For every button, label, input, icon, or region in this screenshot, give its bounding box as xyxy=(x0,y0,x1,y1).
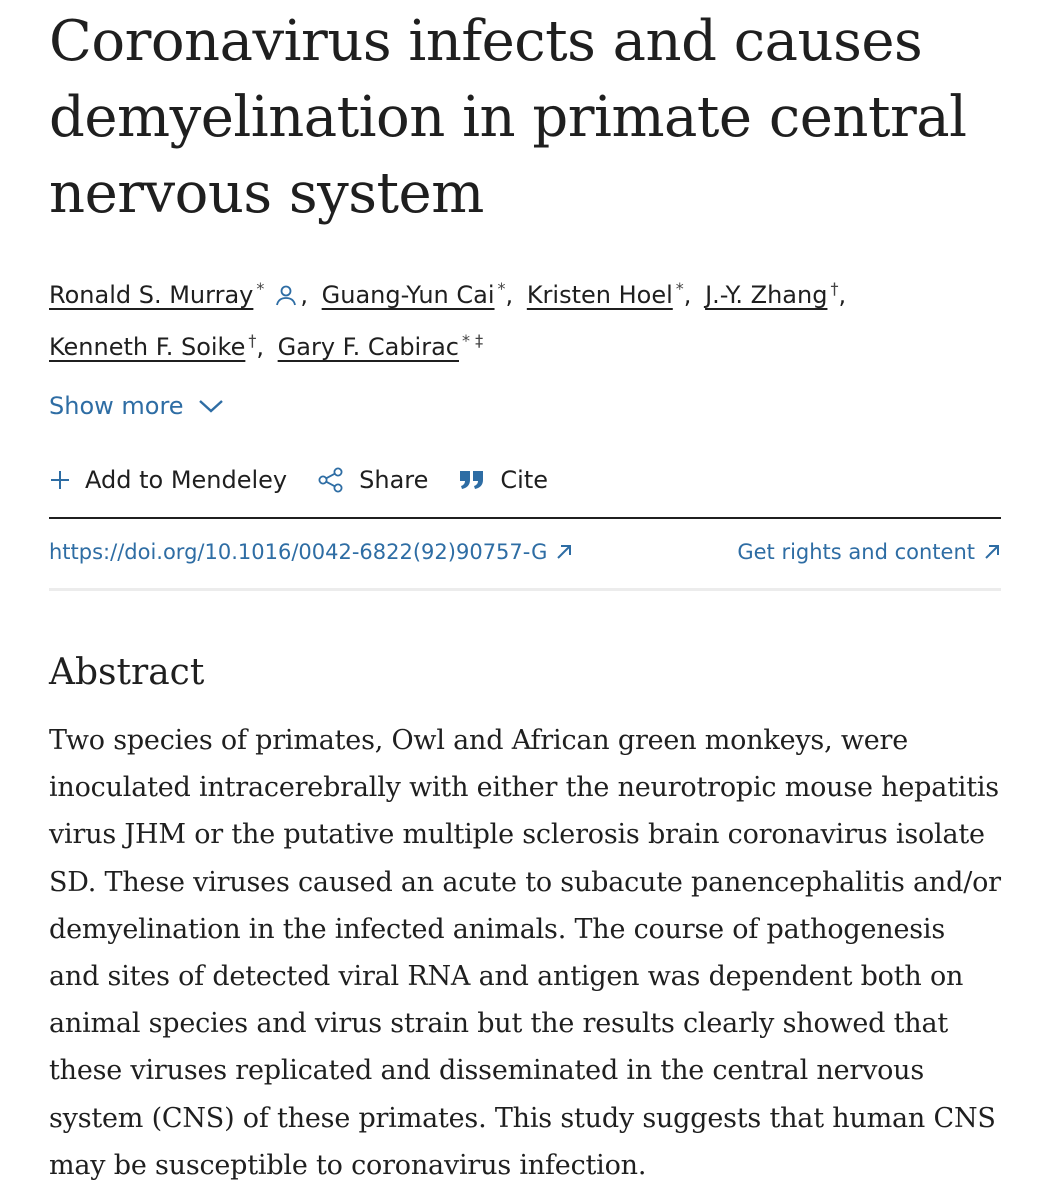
quote-icon xyxy=(458,469,486,491)
author-name[interactable]: Guang-Yun Cai xyxy=(321,281,495,309)
article-title: Coronavirus infects and causes demyelination in primate central nervous system xyxy=(49,9,967,226)
chevron-down-icon xyxy=(198,398,224,414)
author-zhang[interactable] xyxy=(705,281,838,309)
share-label: Share xyxy=(359,466,429,494)
show-more-label: Show more xyxy=(49,392,184,420)
author-mark: * xyxy=(256,279,265,298)
plus-icon xyxy=(49,469,71,491)
author-name[interactable]: Ronald S. Murray xyxy=(49,281,254,309)
author-mark: † xyxy=(248,331,257,350)
cite-label: Cite xyxy=(500,466,549,494)
get-rights-link[interactable] xyxy=(737,540,1001,564)
cite-button[interactable] xyxy=(458,466,548,494)
mendeley-label: Add to Mendeley xyxy=(85,466,288,494)
author-soike[interactable] xyxy=(49,333,256,361)
share-icon xyxy=(317,466,345,494)
author-cai[interactable] xyxy=(322,281,506,309)
author-name[interactable]: J.-Y. Zhang xyxy=(705,281,828,309)
article-links xyxy=(49,540,1001,564)
person-icon[interactable] xyxy=(274,276,298,300)
author-mark: † xyxy=(830,279,839,298)
author-name[interactable]: Gary F. Cabirac xyxy=(277,333,459,361)
divider xyxy=(49,588,1001,591)
get-rights-text: Get rights and content xyxy=(737,540,975,564)
share-button[interactable] xyxy=(317,466,428,494)
author-name[interactable]: Kristen Hoel xyxy=(526,281,673,309)
add-to-mendeley-button[interactable] xyxy=(49,466,287,494)
abstract-heading: Abstract xyxy=(49,652,205,693)
author-name[interactable]: Kenneth F. Soike xyxy=(49,333,246,361)
author-cabirac[interactable] xyxy=(278,333,483,361)
article-actions xyxy=(49,466,578,494)
show-more-button[interactable] xyxy=(49,392,224,420)
abstract-text: Two species of primates, Owl and African green monkeys, were inoculated intracerebrally with either the neurotropic mouse hepatitis virus JHM or the putative multiple sclerosis brain coronavirus isolate SD. These viruses caused an acute to subacute panencephalitis and/or demyelination in the infected animals. The course of pathogenesis and sites of detected viral RNA and antigen was dependent both on animal species and virus strain but the results clearly showed that these viruses replicated and disseminated in the central nervous system (CNS) of these primates. This study suggests that human CNS may be susceptible to coronavirus infection. xyxy=(49,725,1001,1181)
external-link-icon xyxy=(555,543,573,561)
author-mark: * xyxy=(675,279,684,298)
external-link-icon xyxy=(983,543,1001,561)
doi-link[interactable] xyxy=(49,540,573,564)
divider xyxy=(49,517,1001,519)
author-hoel[interactable] xyxy=(527,281,684,309)
author-mark: * xyxy=(497,279,506,298)
doi-link-text: https://doi.org/10.1016/0042-6822(92)90757-G xyxy=(49,540,548,564)
author-mark: * ‡ xyxy=(462,331,484,350)
author-list: Ronald S. Murray * , Guang-Yun Cai *, Kristen Hoel *, J.-Y. Zhang †, Kenneth F. Soike †, Gary F. Cabirac * ‡ xyxy=(49,266,1001,370)
author-murray[interactable] xyxy=(49,281,264,309)
